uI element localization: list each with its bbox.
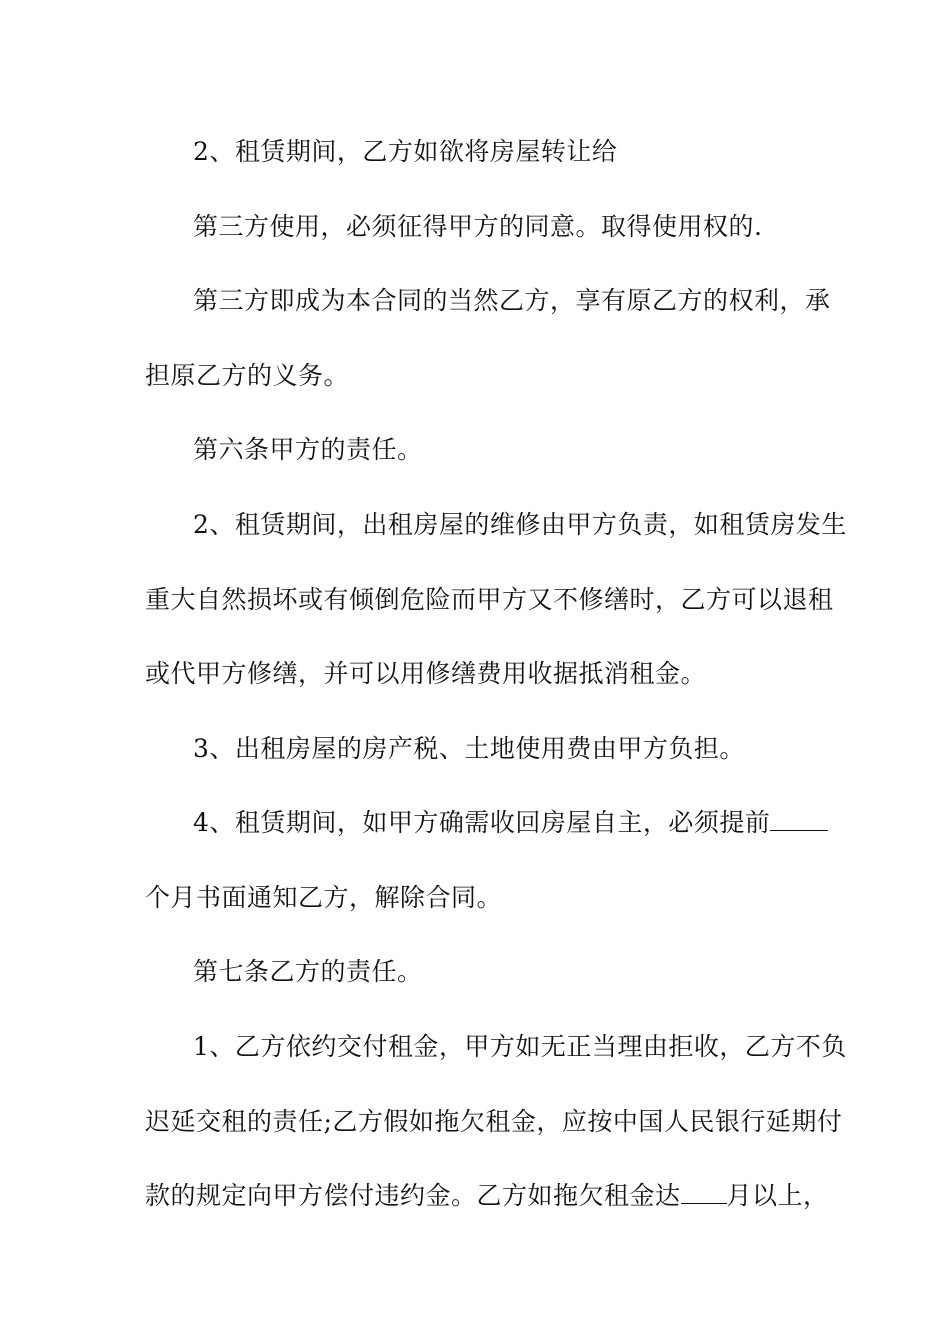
paragraph-line-with-blank (145, 1180, 829, 1212)
paragraph-line: 3、出租房屋的房产税、土地使用费由甲方负担。 (193, 734, 745, 763)
paragraph-line: 第三方即成为本合同的当然乙方，享有原乙方的权利，承 (193, 286, 831, 315)
paragraph-text: 4、租赁期间，如甲方确需收回房屋自主，必须提前 (193, 808, 771, 837)
paragraph-line-with-blank (193, 807, 807, 839)
paragraph-line: 迟延交租的责任;乙方假如拖欠租金，应按中国人民银行延期付 (145, 1107, 843, 1136)
section-heading: 第七条乙方的责任。 (193, 957, 423, 986)
paragraph-line: 重大自然损坏或有倾倒危险而甲方又不修缮时，乙方可以退租 (145, 585, 834, 614)
paragraph-line: 或代甲方修缮，并可以用修缮费用收据抵消租金。 (145, 659, 707, 688)
fill-in-blank (681, 1181, 727, 1204)
paragraph-line: 2、租赁期间，乙方如欲将房屋转让给 (193, 137, 618, 166)
fill-in-blank (770, 808, 828, 831)
paragraph-line: 担原乙方的义务。 (145, 361, 350, 390)
paragraph-line: 2、租赁期间，出租房屋的维修由甲方负责，如租赁房发生 (193, 510, 847, 539)
paragraph-line: 1、乙方依约交付租金，甲方如无正当理由拒收，乙方不负 (193, 1032, 847, 1061)
paragraph-text: 款的规定向甲方偿付违约金。乙方如拖欠租金达 (145, 1181, 681, 1210)
section-heading: 第六条甲方的责任。 (193, 435, 423, 464)
paragraph-line: 个月书面通知乙方，解除合同。 (145, 883, 503, 912)
paragraph-line: 第三方使用，必须征得甲方的同意。取得使用权的. (193, 212, 763, 241)
paragraph-text: 月以上， (726, 1181, 829, 1210)
